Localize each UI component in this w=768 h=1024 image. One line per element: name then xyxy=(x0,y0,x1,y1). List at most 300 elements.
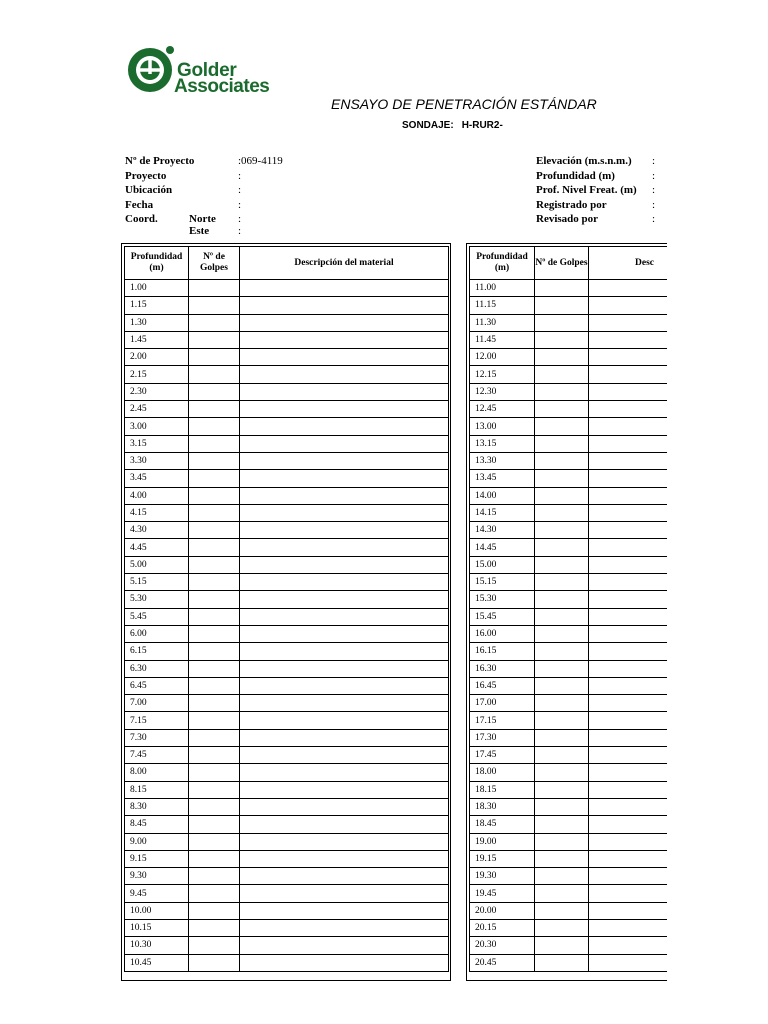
golpes-cell[interactable] xyxy=(189,816,240,833)
table-row xyxy=(470,297,668,314)
depth-cell: 12.45 xyxy=(470,401,535,418)
depth-cell: 6.15 xyxy=(125,643,189,660)
descripcion-cell[interactable] xyxy=(589,643,668,660)
golpes-cell[interactable] xyxy=(535,418,589,435)
ubicacion-label: Ubicación xyxy=(125,184,173,196)
golpes-cell[interactable] xyxy=(189,470,240,487)
depth-cell: 19.30 xyxy=(470,868,535,885)
table-row xyxy=(125,798,449,815)
descripcion-cell[interactable] xyxy=(240,919,449,936)
descripcion-cell[interactable] xyxy=(589,781,668,798)
golpes-cell[interactable] xyxy=(189,383,240,400)
descripcion-cell[interactable] xyxy=(240,470,449,487)
left-depth-table xyxy=(124,246,449,972)
depth-cell: 4.00 xyxy=(125,487,189,504)
descripcion-cell[interactable] xyxy=(589,695,668,712)
descripcion-cell[interactable] xyxy=(240,297,449,314)
golpes-cell[interactable] xyxy=(535,764,589,781)
depth-cell: 20.00 xyxy=(470,902,535,919)
depth-cell: 3.00 xyxy=(125,418,189,435)
sondaje-label: SONDAJE: xyxy=(402,120,454,131)
depth-cell: 10.00 xyxy=(125,902,189,919)
descripcion-cell[interactable] xyxy=(589,297,668,314)
table-row xyxy=(125,574,449,591)
table-row xyxy=(125,902,449,919)
table-row xyxy=(470,919,668,936)
table-row xyxy=(470,418,668,435)
golpes-cell[interactable] xyxy=(189,331,240,348)
norte-label: Norte xyxy=(189,213,216,225)
golpes-cell[interactable] xyxy=(535,366,589,383)
descripcion-cell[interactable] xyxy=(240,314,449,331)
descripcion-cell[interactable] xyxy=(589,539,668,556)
table-row xyxy=(125,470,449,487)
depth-cell: 18.15 xyxy=(470,781,535,798)
golpes-cell[interactable] xyxy=(535,747,589,764)
depth-cell: 12.15 xyxy=(470,366,535,383)
sondaje-line xyxy=(402,120,503,131)
golpes-cell[interactable] xyxy=(189,712,240,729)
table-row xyxy=(125,781,449,798)
table-row xyxy=(125,954,449,971)
descripcion-cell[interactable] xyxy=(240,643,449,660)
golpes-cell[interactable] xyxy=(189,954,240,971)
golpes-cell[interactable] xyxy=(189,919,240,936)
table-row xyxy=(470,833,668,850)
golpes-cell[interactable] xyxy=(189,556,240,573)
golpes-cell[interactable] xyxy=(189,798,240,815)
depth-cell: 15.15 xyxy=(470,574,535,591)
depth-cell: 4.15 xyxy=(125,504,189,521)
golpes-cell[interactable] xyxy=(535,470,589,487)
descripcion-cell[interactable] xyxy=(589,383,668,400)
golpes-cell[interactable] xyxy=(535,833,589,850)
descripcion-cell[interactable] xyxy=(589,314,668,331)
descripcion-cell[interactable] xyxy=(240,401,449,418)
descripcion-cell[interactable] xyxy=(240,539,449,556)
descripcion-cell[interactable] xyxy=(589,504,668,521)
table-row xyxy=(470,539,668,556)
descripcion-cell[interactable] xyxy=(589,470,668,487)
depth-cell: 9.45 xyxy=(125,885,189,902)
golpes-cell[interactable] xyxy=(535,349,589,366)
depth-cell: 8.00 xyxy=(125,764,189,781)
depth-cell: 8.15 xyxy=(125,781,189,798)
table-row xyxy=(470,452,668,469)
table-row xyxy=(470,574,668,591)
este-colon: : xyxy=(238,224,242,237)
golpes-cell[interactable] xyxy=(535,781,589,798)
golpes-cell[interactable] xyxy=(535,331,589,348)
depth-cell: 14.30 xyxy=(470,522,535,539)
depth-cell: 3.15 xyxy=(125,435,189,452)
header-profundidad: Profundidad (m) xyxy=(125,247,189,280)
depth-cell: 7.00 xyxy=(125,695,189,712)
descripcion-cell[interactable] xyxy=(589,885,668,902)
depth-cell: 8.45 xyxy=(125,816,189,833)
descripcion-cell[interactable] xyxy=(240,591,449,608)
descripcion-cell[interactable] xyxy=(589,625,668,642)
golpes-cell[interactable] xyxy=(535,885,589,902)
golpes-cell[interactable] xyxy=(189,452,240,469)
header-profundidad: Profundidad (m) xyxy=(470,247,535,280)
table-row xyxy=(470,366,668,383)
golpes-cell[interactable] xyxy=(535,919,589,936)
table-row xyxy=(125,383,449,400)
depth-cell: 16.30 xyxy=(470,660,535,677)
descripcion-cell[interactable] xyxy=(589,868,668,885)
descripcion-cell[interactable] xyxy=(589,747,668,764)
depth-cell: 18.45 xyxy=(470,816,535,833)
golpes-cell[interactable] xyxy=(535,591,589,608)
table-row xyxy=(125,712,449,729)
descripcion-cell[interactable] xyxy=(240,764,449,781)
golpes-cell[interactable] xyxy=(535,504,589,521)
descripcion-cell[interactable] xyxy=(240,695,449,712)
golpes-cell[interactable] xyxy=(189,747,240,764)
golpes-cell[interactable] xyxy=(189,522,240,539)
golpes-cell[interactable] xyxy=(535,643,589,660)
golpes-cell[interactable] xyxy=(189,366,240,383)
golpes-cell[interactable] xyxy=(535,954,589,971)
golpes-cell[interactable] xyxy=(535,850,589,867)
descripcion-cell[interactable] xyxy=(240,712,449,729)
depth-cell: 17.00 xyxy=(470,695,535,712)
golpes-cell[interactable] xyxy=(189,850,240,867)
nivel-label: Prof. Nivel Freat. (m) xyxy=(536,184,637,196)
right-table-frame xyxy=(466,243,667,981)
descripcion-cell[interactable] xyxy=(240,331,449,348)
descripcion-cell[interactable] xyxy=(240,747,449,764)
depth-cell: 14.15 xyxy=(470,504,535,521)
profundidad-colon: : xyxy=(652,169,656,182)
header-golpes: Nº de Golpes xyxy=(189,247,240,280)
depth-cell: 1.45 xyxy=(125,331,189,348)
descripcion-cell[interactable] xyxy=(589,366,668,383)
descripcion-cell[interactable] xyxy=(589,833,668,850)
table-row xyxy=(470,695,668,712)
depth-cell: 12.00 xyxy=(470,349,535,366)
descripcion-cell[interactable] xyxy=(589,712,668,729)
right-depth-table xyxy=(469,246,667,972)
descripcion-cell[interactable] xyxy=(240,868,449,885)
golpes-cell[interactable] xyxy=(189,591,240,608)
table-row xyxy=(470,850,668,867)
golpes-cell[interactable] xyxy=(535,487,589,504)
depth-cell: 14.45 xyxy=(470,539,535,556)
depth-cell: 1.15 xyxy=(125,297,189,314)
depth-cell: 1.00 xyxy=(125,280,189,297)
table-row xyxy=(125,297,449,314)
registrado-colon: : xyxy=(652,198,656,211)
descripcion-cell[interactable] xyxy=(240,850,449,867)
golpes-cell[interactable] xyxy=(535,868,589,885)
golpes-cell[interactable] xyxy=(189,574,240,591)
depth-cell: 9.15 xyxy=(125,850,189,867)
proyecto-num-value: :069-4119 xyxy=(238,155,283,167)
descripcion-cell[interactable] xyxy=(240,504,449,521)
golpes-cell[interactable] xyxy=(535,937,589,954)
proyecto-num-label: Nº de Proyecto xyxy=(125,155,195,167)
descripcion-cell[interactable] xyxy=(240,954,449,971)
golpes-cell[interactable] xyxy=(535,452,589,469)
table-row xyxy=(125,331,449,348)
golpes-cell[interactable] xyxy=(189,885,240,902)
golpes-cell[interactable] xyxy=(189,487,240,504)
golpes-cell[interactable] xyxy=(189,349,240,366)
descripcion-cell[interactable] xyxy=(589,401,668,418)
descripcion-cell[interactable] xyxy=(240,452,449,469)
proyecto-label: Proyecto xyxy=(125,169,167,182)
golpes-cell[interactable] xyxy=(535,729,589,746)
descripcion-cell[interactable] xyxy=(240,660,449,677)
descripcion-cell[interactable] xyxy=(240,487,449,504)
table-row xyxy=(125,764,449,781)
descripcion-cell[interactable] xyxy=(240,781,449,798)
table-row xyxy=(125,435,449,452)
depth-cell: 4.30 xyxy=(125,522,189,539)
left-info-labels xyxy=(125,154,194,227)
descripcion-cell[interactable] xyxy=(240,366,449,383)
descripcion-cell[interactable] xyxy=(589,850,668,867)
descripcion-cell[interactable] xyxy=(589,487,668,504)
golpes-cell[interactable] xyxy=(189,435,240,452)
depth-cell: 2.30 xyxy=(125,383,189,400)
descripcion-cell[interactable] xyxy=(589,608,668,625)
table-row xyxy=(470,816,668,833)
golpes-cell[interactable] xyxy=(535,383,589,400)
golpes-cell[interactable] xyxy=(189,902,240,919)
descripcion-cell[interactable] xyxy=(240,574,449,591)
depth-cell: 6.00 xyxy=(125,625,189,642)
descripcion-cell[interactable] xyxy=(240,522,449,539)
golpes-cell[interactable] xyxy=(535,902,589,919)
golpes-cell[interactable] xyxy=(189,660,240,677)
table-row xyxy=(125,660,449,677)
elevacion-colon: : xyxy=(652,155,656,167)
golpes-cell[interactable] xyxy=(189,937,240,954)
table-row xyxy=(125,850,449,867)
descripcion-cell[interactable] xyxy=(240,280,449,297)
descripcion-cell[interactable] xyxy=(240,816,449,833)
descripcion-cell[interactable] xyxy=(240,885,449,902)
table-row xyxy=(470,937,668,954)
depth-cell: 5.30 xyxy=(125,591,189,608)
golpes-cell[interactable] xyxy=(535,401,589,418)
golpes-cell[interactable] xyxy=(189,504,240,521)
golpes-cell[interactable] xyxy=(535,297,589,314)
table-row xyxy=(125,401,449,418)
depth-cell: 6.45 xyxy=(125,677,189,694)
page-title: ENSAYO DE PENETRACIÓN ESTÁNDAR xyxy=(331,96,597,112)
descripcion-cell[interactable] xyxy=(589,816,668,833)
descripcion-cell[interactable] xyxy=(240,902,449,919)
descripcion-cell[interactable] xyxy=(240,349,449,366)
depth-cell: 7.30 xyxy=(125,729,189,746)
depth-cell: 19.00 xyxy=(470,833,535,850)
descripcion-cell[interactable] xyxy=(589,902,668,919)
table-row xyxy=(470,435,668,452)
golpes-cell[interactable] xyxy=(535,608,589,625)
descripcion-cell[interactable] xyxy=(589,764,668,781)
table-row xyxy=(470,504,668,521)
golpes-cell[interactable] xyxy=(189,677,240,694)
right-info-labels xyxy=(536,154,637,227)
table-row xyxy=(470,902,668,919)
table-row xyxy=(470,349,668,366)
descripcion-cell[interactable] xyxy=(589,729,668,746)
descripcion-cell[interactable] xyxy=(240,937,449,954)
golpes-cell[interactable] xyxy=(189,781,240,798)
descripcion-cell[interactable] xyxy=(589,522,668,539)
golpes-cell[interactable] xyxy=(535,695,589,712)
depth-cell: 12.30 xyxy=(470,383,535,400)
ubicacion-colon: : xyxy=(238,184,242,196)
table-row xyxy=(125,349,449,366)
fecha-colon: : xyxy=(238,198,242,211)
profundidad-label: Profundidad (m) xyxy=(536,169,615,182)
golpes-cell[interactable] xyxy=(189,401,240,418)
depth-cell: 15.30 xyxy=(470,591,535,608)
descripcion-cell[interactable] xyxy=(589,331,668,348)
golpes-cell[interactable] xyxy=(189,314,240,331)
table-row xyxy=(125,747,449,764)
table-row xyxy=(125,539,449,556)
fecha-label: Fecha xyxy=(125,198,154,211)
table-row xyxy=(470,487,668,504)
golpes-cell[interactable] xyxy=(189,280,240,297)
golpes-cell[interactable] xyxy=(535,798,589,815)
descripcion-cell[interactable] xyxy=(240,833,449,850)
golpes-cell[interactable] xyxy=(535,556,589,573)
table-row xyxy=(125,608,449,625)
descripcion-cell[interactable] xyxy=(240,729,449,746)
table-row xyxy=(125,280,449,297)
descripcion-cell[interactable] xyxy=(589,677,668,694)
left-info-values xyxy=(238,154,283,238)
golpes-cell[interactable] xyxy=(189,643,240,660)
depth-cell: 7.45 xyxy=(125,747,189,764)
descripcion-cell[interactable] xyxy=(240,435,449,452)
nivel-colon: : xyxy=(652,184,656,196)
descripcion-cell[interactable] xyxy=(240,418,449,435)
descripcion-cell[interactable] xyxy=(240,798,449,815)
depth-cell: 17.30 xyxy=(470,729,535,746)
golpes-cell[interactable] xyxy=(535,539,589,556)
descripcion-cell[interactable] xyxy=(589,556,668,573)
descripcion-cell[interactable] xyxy=(589,452,668,469)
descripcion-cell[interactable] xyxy=(240,625,449,642)
table-row xyxy=(125,314,449,331)
golpes-cell[interactable] xyxy=(535,677,589,694)
table-row xyxy=(125,868,449,885)
golpes-cell[interactable] xyxy=(189,418,240,435)
descripcion-cell[interactable] xyxy=(589,660,668,677)
depth-cell: 17.45 xyxy=(470,747,535,764)
descripcion-cell[interactable] xyxy=(589,937,668,954)
depth-cell: 4.45 xyxy=(125,539,189,556)
descripcion-cell[interactable] xyxy=(589,280,668,297)
golpes-cell[interactable] xyxy=(189,539,240,556)
descripcion-cell[interactable] xyxy=(589,798,668,815)
table-row xyxy=(125,504,449,521)
table-row xyxy=(125,643,449,660)
table-row xyxy=(125,625,449,642)
depth-cell: 5.45 xyxy=(125,608,189,625)
revisado-colon: : xyxy=(652,213,656,225)
golpes-cell[interactable] xyxy=(189,608,240,625)
golpes-cell[interactable] xyxy=(189,625,240,642)
table-row xyxy=(470,954,668,971)
table-row xyxy=(470,314,668,331)
golpes-cell[interactable] xyxy=(535,280,589,297)
golpes-cell[interactable] xyxy=(535,435,589,452)
table-row xyxy=(470,331,668,348)
descripcion-cell[interactable] xyxy=(589,418,668,435)
table-row xyxy=(125,677,449,694)
descripcion-cell[interactable] xyxy=(589,954,668,971)
descripcion-cell[interactable] xyxy=(589,349,668,366)
descripcion-cell[interactable] xyxy=(589,591,668,608)
descripcion-cell[interactable] xyxy=(240,677,449,694)
golpes-cell[interactable] xyxy=(535,574,589,591)
golpes-cell[interactable] xyxy=(189,868,240,885)
descripcion-cell[interactable] xyxy=(240,383,449,400)
table-row xyxy=(125,833,449,850)
elevacion-label: Elevación (m.s.n.m.) xyxy=(536,155,632,167)
norte-este-labels xyxy=(189,212,216,238)
depth-cell: 11.00 xyxy=(470,280,535,297)
golpes-cell[interactable] xyxy=(535,816,589,833)
sondaje-value: H-RUR2- xyxy=(461,120,503,131)
depth-cell: 15.45 xyxy=(470,608,535,625)
golpes-cell[interactable] xyxy=(535,660,589,677)
depth-cell: 13.30 xyxy=(470,452,535,469)
logo-line1: Golder xyxy=(177,60,237,81)
golpes-cell[interactable] xyxy=(535,314,589,331)
depth-cell: 13.45 xyxy=(470,470,535,487)
golpes-cell[interactable] xyxy=(189,833,240,850)
logo-line2: Associates xyxy=(174,76,270,97)
golpes-cell[interactable] xyxy=(535,712,589,729)
header-golpes: Nº de Golpes xyxy=(535,247,589,280)
depth-cell: 5.00 xyxy=(125,556,189,573)
depth-cell: 6.30 xyxy=(125,660,189,677)
table-row xyxy=(125,556,449,573)
este-label: Este xyxy=(189,224,210,237)
golpes-cell[interactable] xyxy=(189,729,240,746)
table-row xyxy=(125,487,449,504)
descripcion-cell[interactable] xyxy=(589,574,668,591)
golpes-cell[interactable] xyxy=(535,522,589,539)
depth-cell: 1.30 xyxy=(125,314,189,331)
golpes-cell[interactable] xyxy=(535,625,589,642)
table-row xyxy=(125,816,449,833)
depth-cell: 16.15 xyxy=(470,643,535,660)
table-row xyxy=(470,383,668,400)
descripcion-cell[interactable] xyxy=(589,919,668,936)
descripcion-cell[interactable] xyxy=(240,608,449,625)
depth-cell: 7.15 xyxy=(125,712,189,729)
golpes-cell[interactable] xyxy=(189,764,240,781)
depth-cell: 20.45 xyxy=(470,954,535,971)
descripcion-cell[interactable] xyxy=(240,556,449,573)
table-row xyxy=(470,608,668,625)
depth-cell: 18.30 xyxy=(470,798,535,815)
golpes-cell[interactable] xyxy=(189,695,240,712)
descripcion-cell[interactable] xyxy=(589,435,668,452)
golpes-cell[interactable] xyxy=(189,297,240,314)
